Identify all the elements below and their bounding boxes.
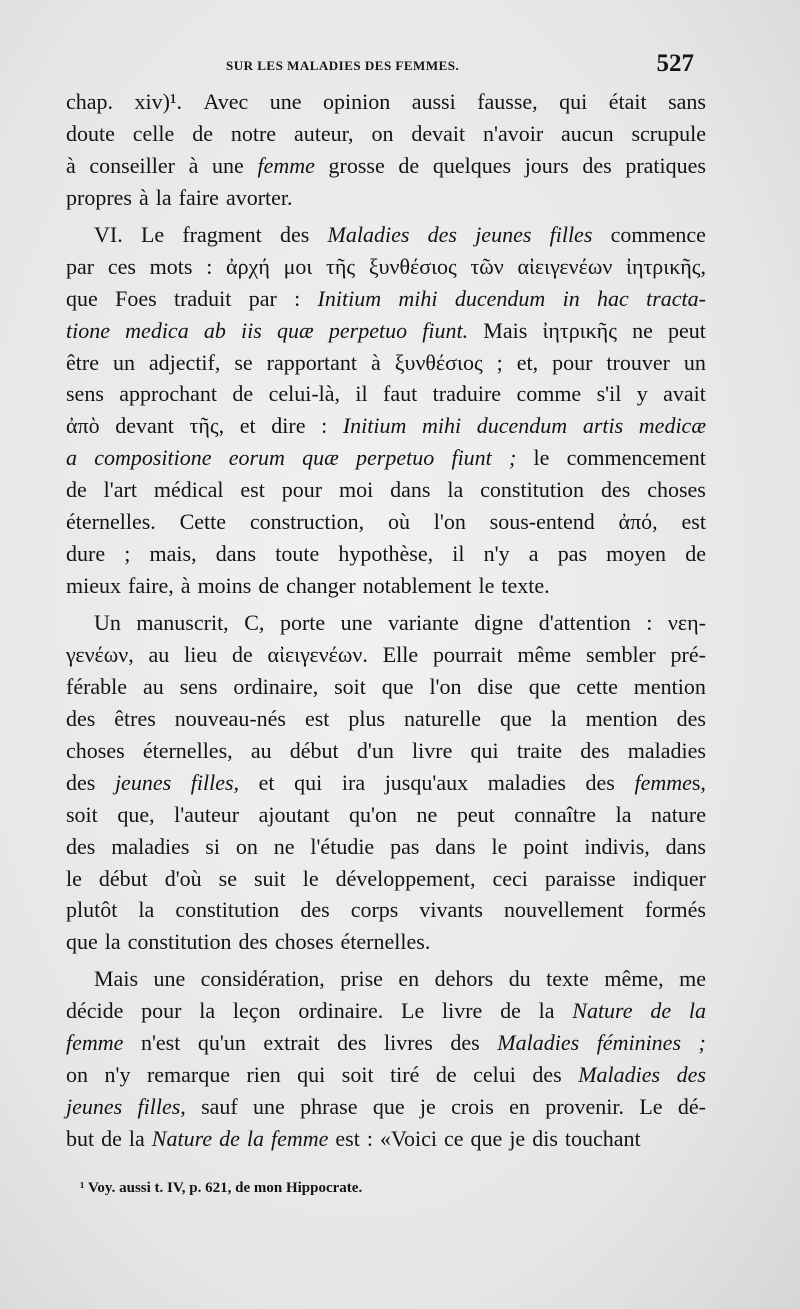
text-line: femme n'est qu'un extrait des livres des Maladies féminines ; bbox=[66, 1030, 706, 1056]
text-line: des jeunes filles, et qui ira jusqu'aux maladies des femmes, bbox=[66, 769, 706, 795]
text-line: férable au sens ordinaire, soit que l'on dise que cette mention bbox=[66, 673, 706, 699]
text-line: propres à la faire avorter. bbox=[66, 184, 293, 210]
body-text bbox=[66, 86, 706, 1155]
text-line: que Foes traduit par : Initium mihi ducendum in hac tracta- bbox=[66, 285, 706, 311]
running-title: SUR LES MALADIES DES FEMMES. bbox=[226, 58, 460, 73]
text-line: γενέων, au lieu de αἰειγενέων. Elle pourrait même sembler pré- bbox=[66, 641, 706, 667]
text-line: soit que, l'auteur ajoutant qu'on ne peut connaître la nature bbox=[66, 801, 706, 827]
text-line: plutôt la constitution des corps vivants nouvellement formés bbox=[66, 897, 706, 923]
text-line: à conseiller à une femme grosse de quelques jours des pratiques bbox=[66, 152, 706, 178]
text-line: Mais une considération, prise en dehors du texte même, me bbox=[94, 966, 706, 992]
text-line: a compositione eorum quæ perpetuo fiunt ; le commencement bbox=[66, 445, 706, 471]
page-number: 527 bbox=[656, 50, 694, 77]
text-line: ἀπὸ devant τῆς, et dire : Initium mihi ducendum artis medicæ bbox=[66, 413, 706, 439]
footnote: ¹ Voy. aussi t. IV, p. 621, de mon Hippocrate. bbox=[80, 1180, 363, 1196]
paragraph bbox=[66, 219, 706, 602]
text-line: des êtres nouveau-nés est plus naturelle que la mention des bbox=[66, 705, 706, 731]
text-line: VI. Le fragment des Maladies des jeunes filles commence bbox=[94, 221, 706, 247]
text-line: le début d'où se suit le développement, ceci paraisse indiquer bbox=[66, 865, 706, 891]
text-line: décide pour la leçon ordinaire. Le livre de la Nature de la bbox=[66, 998, 706, 1024]
text-line: mieux faire, à moins de changer notablement le texte. bbox=[66, 573, 550, 599]
text-line: que la constitution des choses éternelles. bbox=[66, 929, 431, 955]
text-line: doute celle de notre auteur, on devait n'avoir aucun scrupule bbox=[66, 120, 706, 146]
text-line: éternelles. Cette construction, où l'on sous-entend ἀπό, est bbox=[66, 509, 706, 535]
text-line: choses éternelles, au début d'un livre qui traite des maladies bbox=[66, 737, 706, 763]
text-line: par ces mots : ἀρχή μοι τῆς ξυνθέσιος τῶν αἰειγενέων ἰητρικῆς, bbox=[66, 253, 706, 279]
text-line: jeunes filles, sauf une phrase que je crois en provenir. Le dé- bbox=[66, 1094, 706, 1120]
text-line: de l'art médical est pour moi dans la constitution des choses bbox=[66, 477, 706, 503]
text-line: dure ; mais, dans toute hypothèse, il n'y a pas moyen de bbox=[66, 541, 706, 567]
text-line: chap. xiv)¹. Avec une opinion aussi fausse, qui était sans bbox=[66, 89, 706, 114]
text-line: sens approchant de celui-là, il faut traduire comme s'il y avait bbox=[66, 381, 706, 407]
page-header bbox=[66, 50, 694, 84]
text-line: tione medica ab iis quæ perpetuo fiunt. Mais ἰητρικῆς ne peut bbox=[66, 317, 706, 343]
text-line: Un manuscrit, C, porte une variante digne d'attention : νεη- bbox=[94, 610, 706, 635]
paragraph bbox=[66, 86, 706, 214]
paragraph bbox=[66, 607, 706, 958]
text-line: but de la Nature de la femme est : «Voici ce que je dis touchant bbox=[66, 1126, 641, 1151]
paragraph bbox=[66, 963, 706, 1155]
text-line: on n'y remarque rien qui soit tiré de celui des Maladies des bbox=[66, 1062, 706, 1088]
text-line: des maladies si on ne l'étudie pas dans le point indivis, dans bbox=[66, 833, 706, 859]
text-line: être un adjectif, se rapportant à ξυνθέσιος ; et, pour trouver un bbox=[66, 349, 706, 375]
